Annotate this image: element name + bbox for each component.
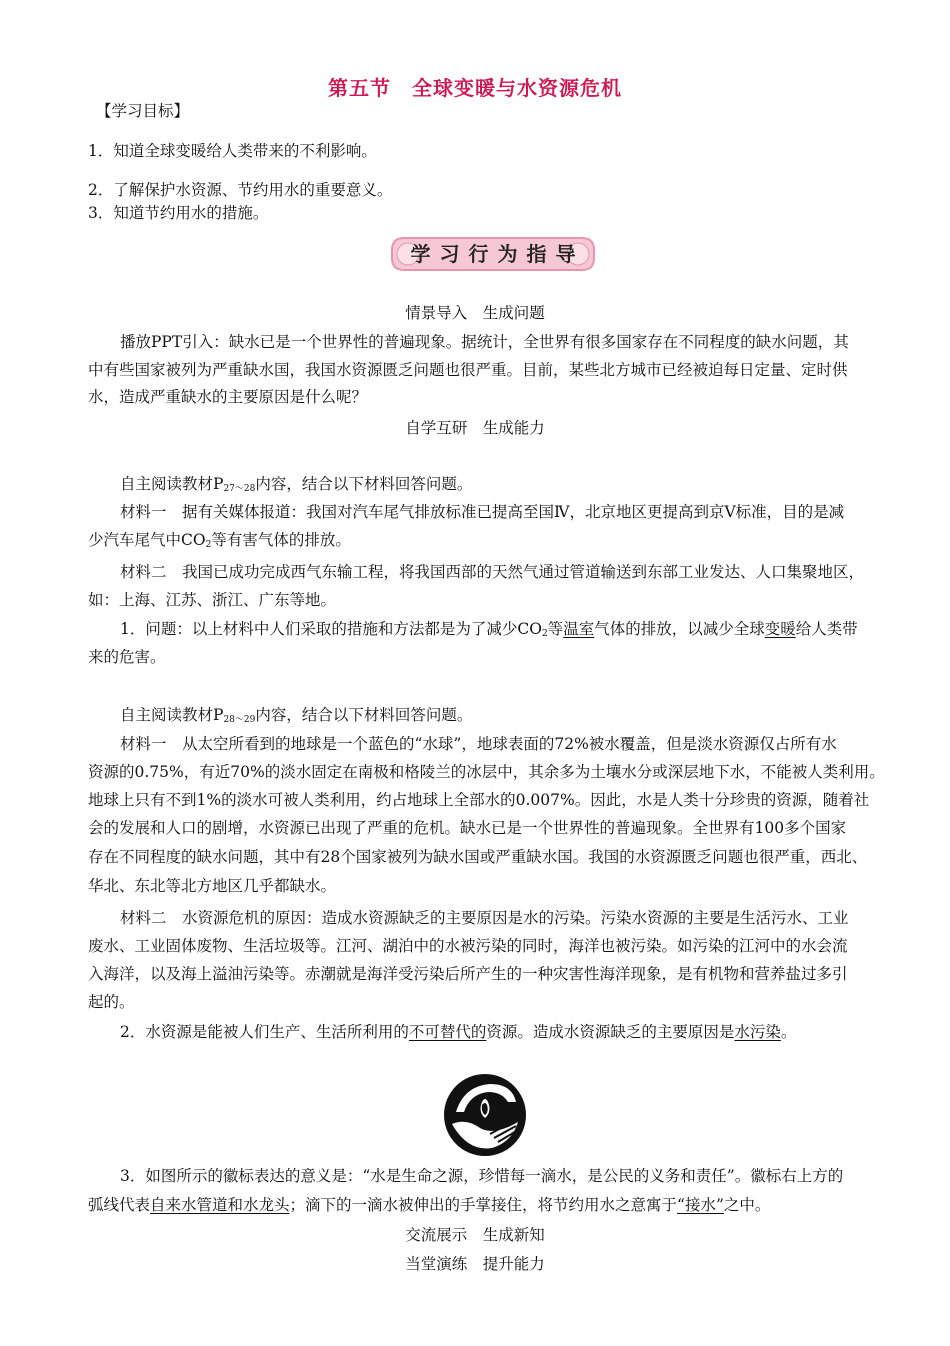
question-2 xyxy=(120,1022,925,1042)
text: 自主阅读教材P xyxy=(120,706,224,724)
reading-instruction-1 xyxy=(120,474,925,499)
text: 等有害气体的排放。 xyxy=(211,531,351,549)
answer-blank: 自来水管道和水龙头 xyxy=(150,1196,290,1214)
text: 资源。造成水资源缺乏的主要原因是 xyxy=(486,1023,735,1041)
answer-blank: 变暖 xyxy=(764,620,796,638)
answer-blank: 温室 xyxy=(563,620,595,638)
text: 1．问题：以上材料中人们采取的措施和方法都是为了减少CO xyxy=(120,620,542,638)
reading-instruction-2 xyxy=(120,705,925,730)
intro-paragraph-line: 播放PPT引入：缺水已是一个世界性的普遍现象。据统计，全世界有很多国家存在不同程度的缺水问题，其 xyxy=(120,333,849,351)
page-range: 28～29 xyxy=(223,715,256,725)
material-line: 材料二 水资源危机的原因：造成水资源缺乏的主要原因是水的污染。污染水资源的主要是生活污水、工业 xyxy=(120,909,849,927)
section-heading-practice: 当堂演练 提升能力 xyxy=(405,1255,545,1273)
section-heading-selfstudy: 自学互研 生成能力 xyxy=(405,419,545,437)
material-line: 材料一 据有关媒体报道：我国对汽车尾气排放标准已提高至国Ⅳ，北京地区更提高到京Ⅴ标准，目的是减 xyxy=(120,503,845,521)
text: ；滴下的一滴水被伸出的手掌接住，将节约用水之意寓于 xyxy=(289,1196,678,1214)
material-line: 材料二 我国已成功完成西气东输工程，将我国西部的天然气通过管道输送到东部工业发达、人口集聚地区， xyxy=(120,563,865,581)
objective-item: 3．知道节约用水的措施。 xyxy=(88,204,269,222)
objective-item: 1．知道全球变暖给人类带来的不利影响。 xyxy=(88,142,377,160)
material-line: 如：上海、江苏、浙江、广东等地。 xyxy=(88,591,337,609)
material-line: 入海洋，以及海上溢油污染等。赤潮就是海洋受污染后所产生的一种灾害性海洋现象，是有机物和营养盐过多引 xyxy=(88,965,848,983)
material-line: 起的。 xyxy=(88,993,135,1011)
material-line: 废水、工业固体废物、生活垃圾等。江河、湖泊中的水被污染的同时，海洋也被污染。如污染的江河中的水会流 xyxy=(88,937,848,955)
question-3-line xyxy=(88,1195,893,1215)
material-line: 资源的0.75%，有近70%的淡水固定在南极和格陵兰的冰层中，其余多为土壤水分或深层地下水，不能被人类利用。 xyxy=(88,763,885,781)
text: 等 xyxy=(547,620,564,638)
section-banner xyxy=(390,236,596,272)
material-line: 材料一 从太空所看到的地球是一个蓝色的“水球”，地球表面的72%被水覆盖，但是淡水资源仅占所有水 xyxy=(120,735,837,753)
text: 气体的排放，以减少全球 xyxy=(594,620,765,638)
banner-text: 学习行为指导 xyxy=(410,242,585,266)
water-saving-emblem xyxy=(442,1072,528,1158)
page-range: 27～28 xyxy=(223,484,256,494)
text: 自主阅读教材P xyxy=(120,475,224,493)
answer-blank: 水污染 xyxy=(734,1023,781,1041)
material-line: 华北、东北等北方地区几乎都缺水。 xyxy=(88,877,337,895)
answer-blank: 不可替代的 xyxy=(408,1023,487,1041)
objective-item: 2．了解保护水资源、节约用水的重要意义。 xyxy=(88,181,393,199)
text: 内容，结合以下材料回答问题。 xyxy=(255,706,473,724)
text: 之中。 xyxy=(723,1196,771,1214)
intro-paragraph-line: 水，造成严重缺水的主要原因是什么呢？ xyxy=(88,388,368,406)
text: 少汽车尾气中CO xyxy=(88,531,206,549)
answer-blank: “接水” xyxy=(677,1196,724,1214)
material-line: 存在不同程度的缺水问题，其中有28个国家被列为缺水国或严重缺水国。我国的水资源匮乏问题也很严重，西北、 xyxy=(88,848,868,866)
material-line: 地球上只有不到1%的淡水可被人类利用，约占地球上全部水的0.007%。因此，水是人类十分珍贵的资源，随着社 xyxy=(88,791,870,809)
subscript: 2 xyxy=(541,629,548,639)
question-1 xyxy=(120,619,925,644)
question-1-line: 来的危害。 xyxy=(88,648,166,666)
text: 2．水资源是能被人们生产、生活所利用的 xyxy=(120,1023,409,1041)
text: 给人类带 xyxy=(795,620,858,638)
page-title: 第五节 全球变暖与水资源危机 xyxy=(328,76,622,100)
question-3: 3．如图所示的徽标表达的意义是：“水是生命之源，珍惜每一滴水，是公民的义务和责任”。徽标右上方的 xyxy=(120,1167,844,1185)
material-line xyxy=(88,530,893,555)
text: 弧线代表 xyxy=(88,1196,151,1214)
intro-paragraph-line: 中有些国家被列为严重缺水国，我国水资源匮乏问题也很严重。目前，某些北方城市已经被迫每日定量、定时供 xyxy=(88,361,848,379)
text: 。 xyxy=(780,1023,797,1041)
section-heading-intro: 情景导入 生成问题 xyxy=(405,304,545,322)
subscript: 2 xyxy=(205,540,212,550)
text: 内容，结合以下材料回答问题。 xyxy=(255,475,473,493)
section-heading-exchange: 交流展示 生成新知 xyxy=(405,1226,545,1244)
material-line: 会的发展和人口的剧增，水资源已出现了严重的危机。缺水已是一个世界性的普遍现象。全世界有100多个国家 xyxy=(88,819,847,837)
objectives-heading: 【学习目标】 xyxy=(96,102,190,120)
